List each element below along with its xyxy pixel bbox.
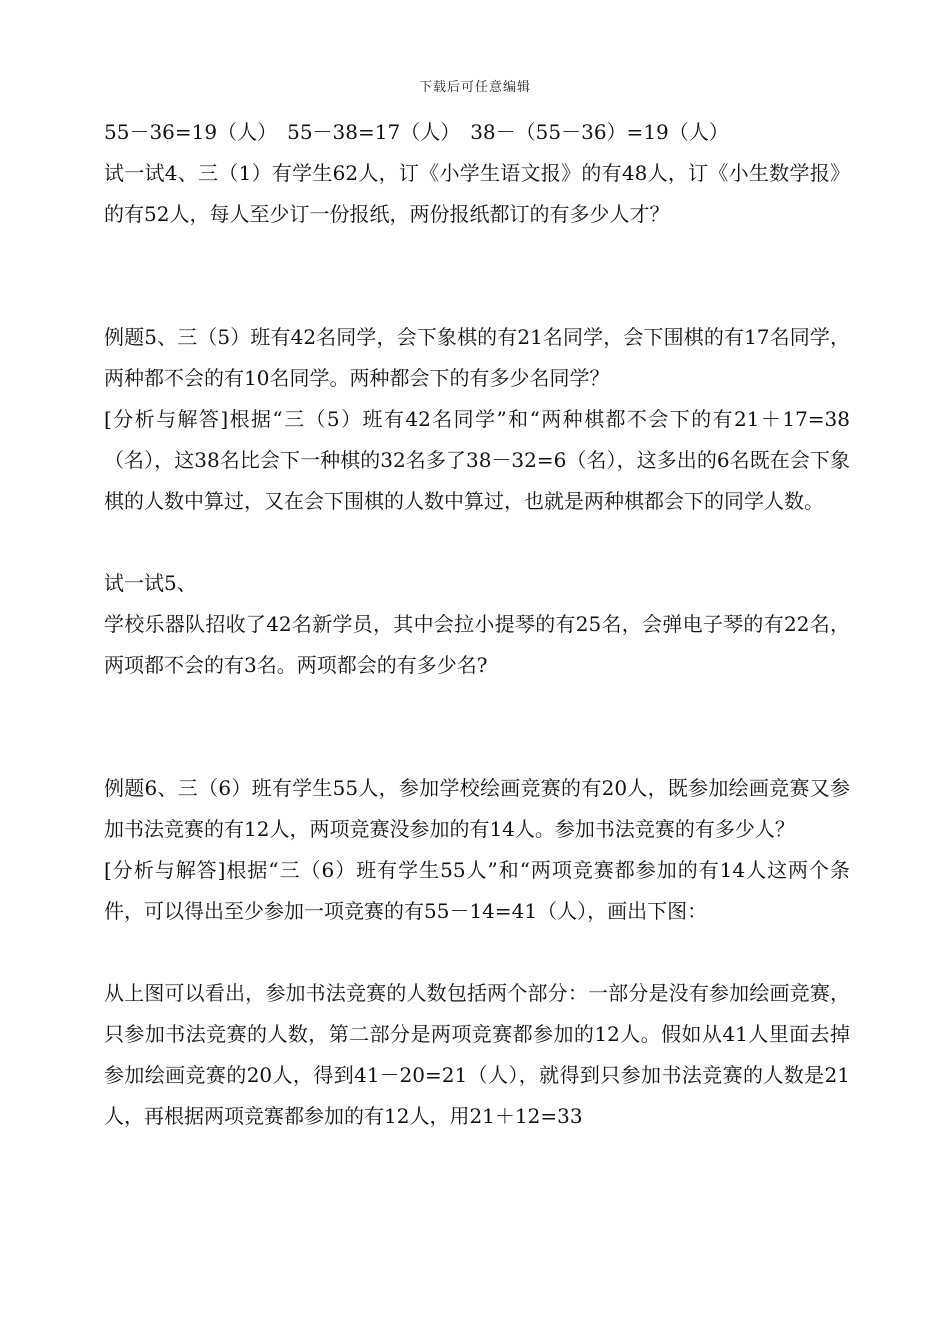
- page-header: 下载后可任意编辑: [418, 80, 531, 95]
- example-5-analysis: [分析与解答]根据“三（5）班有42名同学”和“两种棋都不会下的有21＋17=38（名），这38名比会下一种棋的32名多了38－32=6（名），这多出的6名既在会下象棋的人数中算过，又在会下围棋的人数中算过，也就是两种棋都会下的同学人数。: [104, 407, 850, 513]
- answer-line: 55－36=19（人） 55－38=17（人） 38－（55－36）=19（人）: [104, 120, 729, 144]
- example-5-question: 例题5、三（5）班有42名同学，会下象棋的有21名同学，会下围棋的有17名同学，两种都不会的有10名同学。两种都会下的有多少名同学？: [104, 325, 850, 390]
- spacer: [104, 686, 850, 768]
- exercise-5-question: 学校乐器队招收了42名新学员，其中会拉小提琴的有25名，会弹电子琴的有22名，两项都不会的有3名。两项都会的有多少名?: [104, 612, 850, 677]
- example-6-explanation: 从上图可以看出，参加书法竞赛的人数包括两个部分：一部分是没有参加绘画竞赛，只参加书法竞赛的人数，第二部分是两项竞赛都参加的12人。假如从41人里面去掉参加绘画竞赛的20人，得到41－20=21（人），就得到只参加书法竞赛的人数是21人，再根据两项竞赛都参加的有12人，用21＋12=33: [104, 981, 850, 1128]
- example-6-question: 例题6、三（6）班有学生55人，参加学校绘画竞赛的有20人，既参加绘画竞赛又参加书法竞赛的有12人，两项竞赛没参加的有14人。参加书法竞赛的有多少人？: [104, 776, 850, 841]
- spacer: [104, 235, 850, 317]
- example-6-analysis: [分析与解答]根据“三（6）班有学生55人”和“两项竞赛都参加的有14人这两个条件，可以得出至少参加一项竞赛的有55－14=41（人），画出下图：: [104, 858, 850, 923]
- document-body: [104, 112, 850, 1137]
- spacer: [104, 932, 850, 973]
- exercise-5-heading: 试一试5、: [104, 571, 197, 595]
- spacer: [104, 522, 850, 563]
- exercise-4: 试一试4、三（1）有学生62人，订《小学生语文报》的有48人，订《小生数学报》的有52人，每人至少订一份报纸，两份报纸都订的有多少人才？: [104, 161, 850, 226]
